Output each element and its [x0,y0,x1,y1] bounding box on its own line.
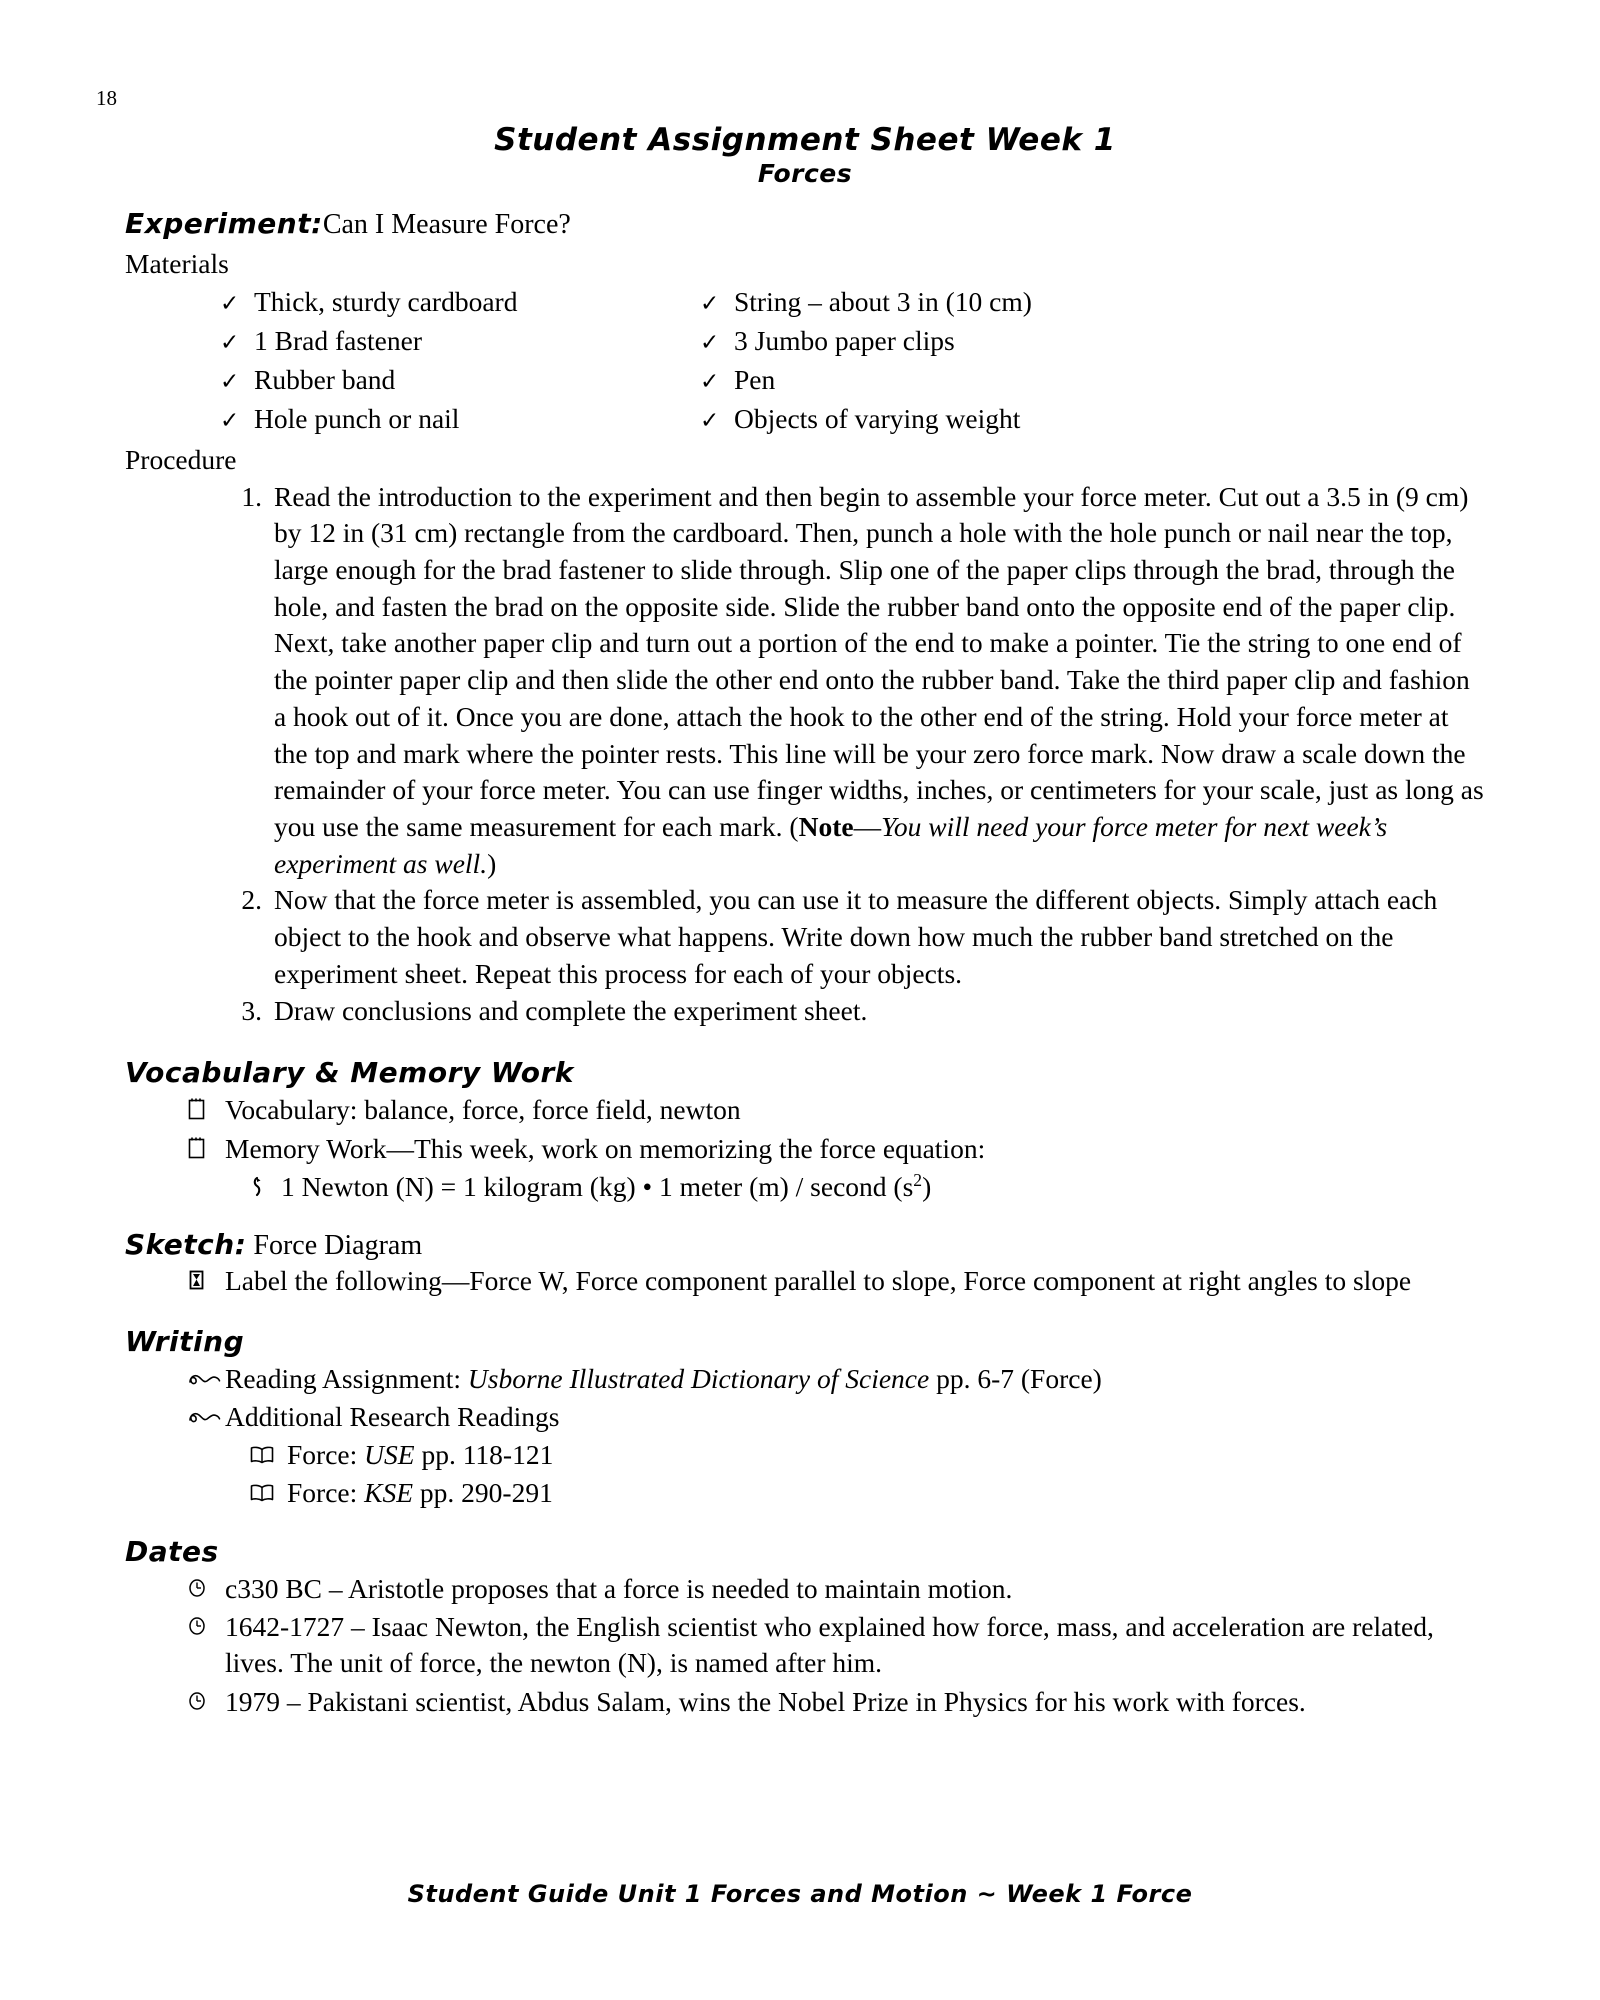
pen-flourish-icon [187,1361,225,1397]
research-reading-text [287,1437,1485,1473]
sketch-item-label: Label the following—Force W, Force component parallel to slope, Force component at right angles to slope [225,1265,1412,1297]
force-equation-row [249,1169,1485,1205]
research-reading-prefix: Force: [287,1477,365,1509]
vocabulary-item [187,1131,1485,1167]
procedure-step-number: 1. [241,480,262,512]
material-item [700,401,1220,437]
experiment-heading-label: Experiment: [125,207,323,241]
materials-column-right [700,284,1220,439]
sketch-item [187,1263,1485,1299]
materials-column-left [220,284,700,439]
force-equation [281,1169,1485,1205]
page-footer: Student Guide Unit 1 Forces and Motion ~ Week 1 Force [407,1880,1193,1908]
clock-icon [187,1684,225,1720]
procedure-step-text [274,479,1485,883]
material-label: 1 Brad fastener [254,325,422,357]
sketch-topic: Force Diagram [253,1230,423,1262]
notepad-icon [187,1131,225,1167]
material-label: 3 Jumbo paper clips [734,325,955,357]
check-icon: ✓ [700,291,720,318]
research-reading-abbrev: USE [364,1439,415,1471]
pen-flourish-icon [187,1399,225,1435]
date-item [187,1684,1485,1720]
vocabulary-heading: Vocabulary & Memory Work [125,1056,574,1090]
research-reading-abbrev: KSE [364,1477,414,1509]
page-title: Student Assignment Sheet Week 1 [494,122,1116,158]
check-icon: ✓ [220,368,240,395]
procedure-step-text-main: Read the introduction to the experiment and then begin to assemble your force meter. Cut out a 3.5 in (9 cm) by 12 in (31 cm) rectangle from the cardboard. Then, punch a hole with the hole punch or nail near the top, large enough for the brad fastener to slide through. Slip one of the paper clips through the brad, through the hole, and fasten the brad on the opposite side. Slide the rubber band onto the opposite end of the paper clip. Next, take another paper clip and turn out a portion of the end to make a pointer. Tie the string to one end of the pointer paper clip and then slide the other end onto the rubber band. Take the third paper clip and fashion a hook out of it. Once you are done, attach the hook to the other end of the string. Hold your force meter at the top and mark where the pointer rests. This line will be your zero force mark. Now draw a scale down the remainder of your force meter. You can use finger widths, inches, or centimeters for your scale, just as long as you use the same measurement for each mark. ( [274,480,1484,842]
date-item-label: 1979 – Pakistani scientist, Abdus Salam, wins the Nobel Prize in Physics for his work with forces. [225,1685,1306,1717]
reading-assignment-source: Usborne Illustrated Dictionary of Science [467,1362,930,1394]
additional-research-item [187,1399,1485,1435]
page-number: 18 [96,86,117,110]
procedure-step-number: 2. [241,884,262,916]
check-icon: ✓ [220,291,240,318]
check-icon: ✓ [220,330,240,357]
material-label: String – about 3 in (10 cm) [734,286,1032,318]
note-dash: — [853,811,882,842]
writing-list [187,1361,1485,1512]
sketch-mark-icon [187,1263,225,1299]
reading-assignment-label: Reading Assignment: [225,1362,468,1394]
reading-assignment-pages: pp. 6-7 (Force) [929,1362,1102,1394]
sketch-heading [125,1227,1485,1263]
experiment-heading [125,206,1485,242]
procedure-step [220,993,1485,1030]
check-icon: ✓ [220,407,240,434]
procedure-step-number: 3. [241,994,262,1026]
clock-icon [187,1571,225,1607]
note-label: Note [798,811,854,842]
document-header [125,122,1485,188]
material-label: Thick, sturdy cardboard [254,286,518,318]
research-reading-item [249,1475,1485,1511]
notepad-icon [187,1092,225,1128]
materials-label: Materials [125,248,229,280]
procedure-step-text-close: ) [487,847,497,879]
dates-heading: Dates [125,1534,219,1568]
date-item [187,1571,1485,1607]
material-item [220,284,700,320]
procedure-step [220,882,1485,992]
research-reading-pages: pp. 118-121 [414,1439,554,1471]
research-reading-prefix: Force: [287,1439,365,1471]
material-label: Pen [734,363,776,395]
material-item [700,362,1220,398]
vocabulary-item [187,1092,1485,1128]
procedure-step-text: Now that the force meter is assembled, you can use it to measure the different objects. Simply attach each object to the hook and observe what happens. Write down how much the rubber band stretched on the experiment sheet. Repeat this process for each of your objects. [274,884,1438,989]
research-reading-text [287,1475,1485,1511]
sketch-list [187,1263,1485,1299]
check-icon: ✓ [700,330,720,357]
material-item [220,323,700,359]
materials-list [220,284,1485,439]
material-label: Hole punch or nail [254,402,460,434]
sketch-heading-label: Sketch: [125,1228,247,1262]
procedure-step [220,479,1485,883]
research-reading-item [249,1437,1485,1473]
force-equation-suffix: ) [922,1170,932,1202]
note-text: You will need your force meter for next week’s experiment as well. [274,811,1388,879]
check-icon: ✓ [700,407,720,434]
date-item-label: 1642-1727 – Isaac Newton, the English scientist who explained how force, mass, and acceleration are related, lives. The unit of force, the newton (N), is named after him. [225,1611,1434,1679]
vocabulary-item-label: Vocabulary: balance, force, force field, newton [225,1094,741,1126]
book-icon [249,1475,287,1511]
material-label: Objects of varying weight [734,402,1021,434]
material-item [700,284,1220,320]
material-item [700,323,1220,359]
vocabulary-item-label: Memory Work—This week, work on memorizing the force equation: [225,1132,986,1164]
dates-list [187,1571,1485,1720]
force-equation-superscript: 2 [913,1169,923,1190]
check-icon: ✓ [700,368,720,395]
material-item [220,362,700,398]
writing-heading: Writing [125,1324,245,1358]
additional-research-label: Additional Research Readings [225,1400,560,1432]
experiment-topic: Can I Measure Force? [322,209,571,241]
vocabulary-list [187,1092,1485,1205]
material-label: Rubber band [254,363,396,395]
book-icon [249,1437,287,1473]
page-content [125,122,1485,1722]
clock-icon [187,1609,225,1645]
procedure-list [220,479,1485,1030]
reading-assignment-text [225,1361,1485,1397]
research-reading-pages: pp. 290-291 [413,1477,553,1509]
procedure-step-text: Draw conclusions and complete the experiment sheet. [274,994,868,1026]
page-subtitle: Forces [757,158,853,188]
procedure-label: Procedure [125,444,237,476]
material-item [220,401,700,437]
force-equation-prefix: 1 Newton (N) = 1 kilogram (kg) • 1 meter (m) / second (s [281,1170,914,1202]
date-item-label: c330 BC – Aristotle proposes that a force is needed to maintain motion. [225,1572,1013,1604]
date-item [187,1609,1485,1682]
reading-assignment-item [187,1361,1485,1397]
equation-mark-icon [249,1169,281,1205]
